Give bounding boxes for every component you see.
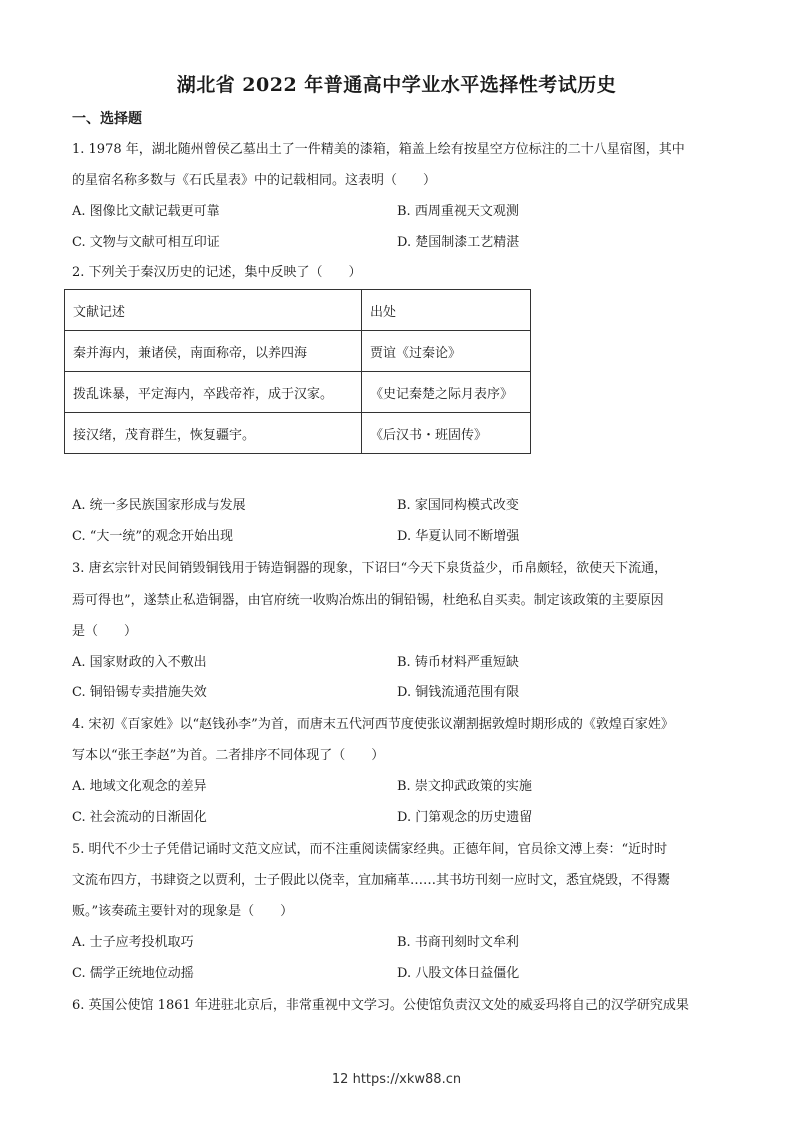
table-cell: 《史记秦楚之际月表序》 (362, 372, 531, 413)
table-header-cell: 文献记述 (65, 290, 362, 331)
q3-stem-line-1: 3. 唐玄宗针对民间销毁铜钱用于铸造铜器的现象，下诏曰“今天下泉货益少，币帛颇轻，欲使天下流通， (72, 561, 668, 576)
table-header-row (65, 290, 531, 331)
q3-option-c: C. 铜铅锡专卖措施失效 (72, 685, 207, 700)
q4-option-a: A. 地域文化观念的差异 (72, 779, 207, 794)
q5-option-d: D. 八股文体日益僵化 (397, 966, 520, 981)
q4-option-b: B. 崇文抑武政策的实施 (397, 779, 532, 794)
q2-stem-line-1: 2. 下列关于秦汉历史的记述，集中反映了（ ） (72, 265, 362, 280)
q3-option-b: B. 铸币材料严重短缺 (397, 655, 519, 670)
table-row (65, 372, 531, 413)
q3-option-d: D. 铜钱流通范围有限 (397, 685, 520, 700)
page-footer: 12 https://xkw88.cn (331, 1072, 462, 1087)
table-cell: 《后汉书・班固传》 (362, 413, 531, 454)
page-title: 湖北省 2022 年普通高中学业水平选择性考试历史 (176, 74, 617, 96)
q4-option-c: C. 社会流动的日渐固化 (72, 810, 207, 825)
table-row (65, 413, 531, 454)
q3-stem-line-3: 是（ ） (72, 624, 138, 639)
q1-stem-line-2: 的星宿名称多数与《石氏星表》中的记载相同。这表明（ ） (72, 173, 437, 188)
q1-option-a: A. 图像比文献记载更可靠 (72, 204, 220, 219)
q2-source-table (64, 289, 531, 454)
table-cell: 贾谊《过秦论》 (362, 331, 531, 372)
table-row (65, 331, 531, 372)
q1-option-d: D. 楚国制漆工艺精湛 (397, 235, 520, 250)
q2-option-c: C. “大一统”的观念开始出现 (72, 529, 234, 544)
q5-option-b: B. 书商刊刻时文牟利 (397, 935, 519, 950)
q1-option-b: B. 西周重视天文观测 (397, 204, 519, 219)
q2-option-a: A. 统一多民族国家形成与发展 (72, 498, 246, 513)
q1-stem-line-1: 1. 1978 年，湖北随州曾侯乙墓出土了一件精美的漆箱，箱盖上绘有按星空方位标注的二十八星宿图，其中 (72, 142, 685, 157)
q2-option-b: B. 家国同构模式改变 (397, 498, 519, 513)
q3-stem-line-2: 焉可得也”，遂禁止私造铜器，由官府统一收购冶炼出的铜铅锡，杜绝私自买卖。制定该政策的主要原因 (72, 593, 664, 608)
q5-stem-line-1: 5. 明代不少士子凭借记诵时文范文应试，而不注重阅读儒家经典。正德年间，官员徐文溥上奏：“近时时 (72, 842, 668, 857)
table-cell: 拨乱诛暴，平定海内，卒践帝祚，成于汉家。 (65, 372, 362, 413)
q4-option-d: D. 门第观念的历史遗留 (397, 810, 533, 825)
q1-option-c: C. 文物与文献可相互印证 (72, 235, 220, 250)
q5-option-c: C. 儒学正统地位动摇 (72, 966, 194, 981)
q6-stem-line-1: 6. 英国公使馆 1861 年进驻北京后，非常重视中文学习。公使馆负责汉文处的威妥玛将自己的汉学研究成果 (72, 998, 689, 1013)
q2-option-d: D. 华夏认同不断增强 (397, 529, 520, 544)
q3-option-a: A. 国家财政的入不敷出 (72, 655, 207, 670)
table-header-cell: 出处 (362, 290, 531, 331)
table-cell: 秦并海内，兼诸侯，南面称帝，以养四海 (65, 331, 362, 372)
q5-stem-line-2: 文流布四方，书肆资之以贾利，士子假此以侥幸，宜加痛革……其书坊刊刻一应时文，悉宜烧毁，不得鬻 (72, 873, 671, 888)
q4-stem-line-1: 4. 宋初《百家姓》以“赵钱孙李”为首，而唐末五代河西节度使张议潮割据敦煌时期形成的《敦煌百家姓》 (72, 717, 674, 732)
q4-stem-line-2: 写本以“张王李赵”为首。二者排序不同体现了（ ） (72, 748, 385, 763)
q5-option-a: A. 士子应考投机取巧 (72, 935, 194, 950)
q5-stem-line-3: 贩。”该奏疏主要针对的现象是（ ） (72, 904, 294, 919)
table-cell: 接汉绪，茂育群生，恢复疆宇。 (65, 413, 362, 454)
section-heading: 一、选择题 (72, 111, 142, 127)
